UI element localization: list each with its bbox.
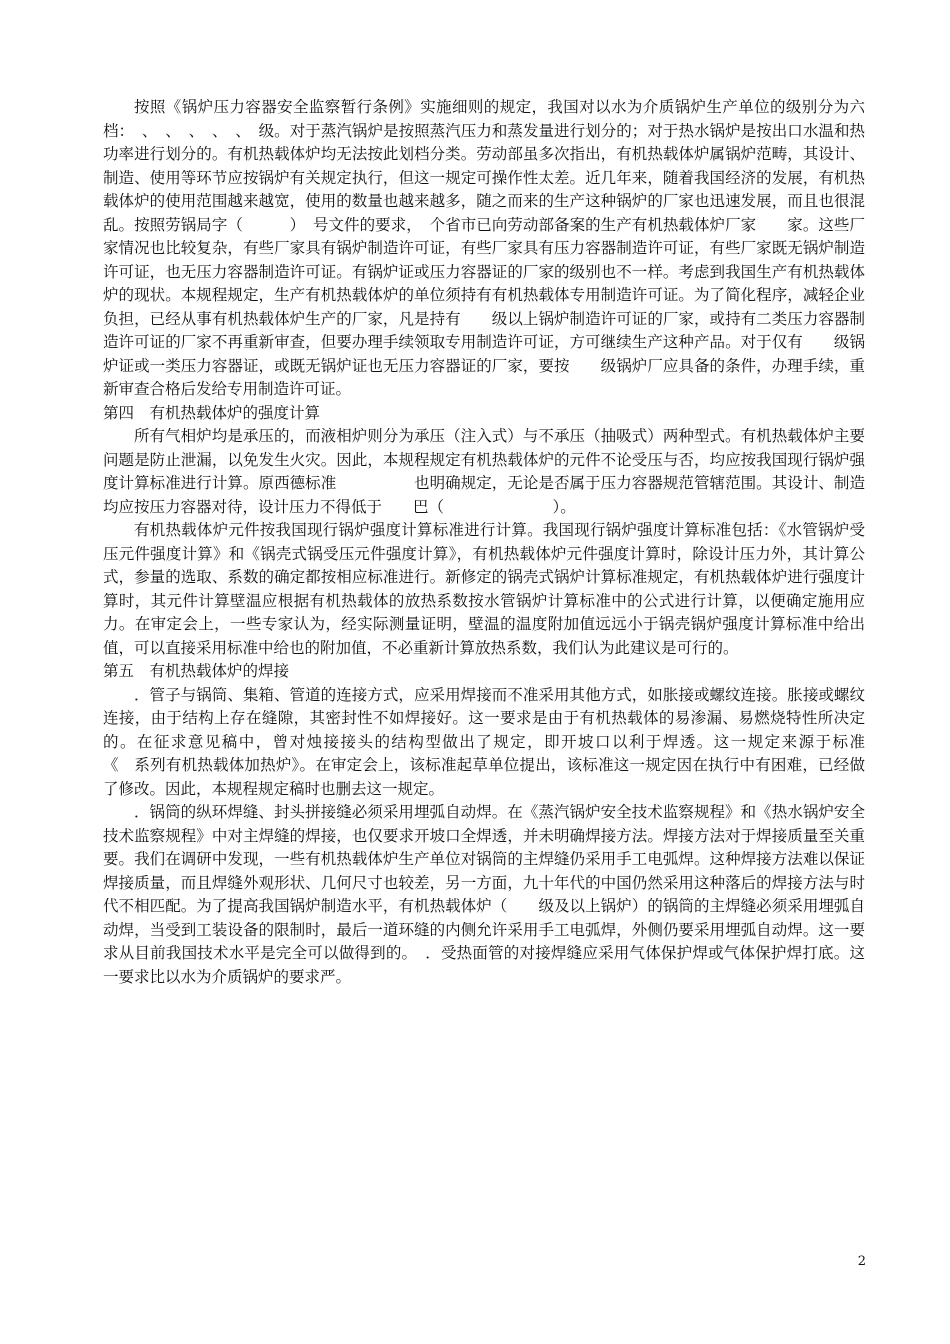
section-heading-welding: 第五 有机热载体炉的焊接 — [103, 662, 290, 680]
paragraph-manufacturer-grading: 按照《锅炉压力容器安全监察暂行条例》实施细则的规定，我国对以水为介质锅炉生产单位的级别分为六档： 、 、 、 、 、 级。对于蒸汽锅炉是按照蒸汽压力和蒸发量进行划分的；对于热水锅炉是按出口水温和热功率进行划分的。有机热载体炉均无法按此划档分类。劳动部虽多次指出，有机热载体炉属锅炉范畴，其设计、制造、使用等环节应按锅炉有关规定执行，但这一规定可操作性太差。近几年来，随着我国经济的发展，有机热载体炉的使用范围越来越宽，使用的数量也越来越多，随之而来的生产这种锅炉的厂家也迅速发展，而且也很混乱。按照劳锅局字（ ） 号文件的要求， 个省市已向劳动部备案的生产有机热载体炉厂家 家。这些厂家情况也比较复杂，有些厂家具有锅炉制造许可证，有些厂家具有压力容器制造许可证，有些厂家既无锅炉制造许可证，也无压力容器制造许可证。有锅炉证或压力容器证的厂家的级别也不一样。考虑到我国生产有机热载体炉的现状。本规程规定，生产有机热载体炉的单位须持有有机热载体专用制造许可证。为了简化程序，减轻企业负担，已经从事有机热载体炉生产的厂家，凡是持有 级以上锅炉制造许可证的厂家，或持有二类压力容器制造许可证的厂家不再重新审查，但要办理手续领取专用制造许可证，方可继续生产这种产品。对于仅有 级锅炉证或一类压力容器证，或既无锅炉证也无压力容器证的厂家，要按 级锅炉厂应具备的条件，办理手续，重新审查合格后发给专用制造许可证。 — [103, 98, 865, 398]
paragraph-pressure-types: 所有气相炉均是承压的，而液相炉则分为承压（注入式）与不承压（抽吸式）两种型式。有机热载体炉主要问题是防止泄漏，以免发生火灾。因此，本规程规定有机热载体炉的元件不论受压与否，均应按我国现行锅炉强度计算标准进行计算。原西德标准 也明确规定，无论是否属于压力容器规范管辖范围。其设计、制造均应按压力容器对待，设计压力不得低于 巴（ ）。 — [103, 427, 865, 516]
section-heading-strength-calculation: 第四 有机热载体炉的强度计算 — [103, 403, 321, 422]
page-number: 2 — [857, 1254, 866, 1269]
document-body — [103, 96, 928, 989]
paragraph-pipe-connection: ．管子与锅筒、集箱、管道的连接方式，应采用焊接而不准采用其他方式，如胀接或螺纹连接。胀接或螺纹连接，由于结构上存在缝隙，其密封性不如焊接好。这一要求是由于有机热载体的易渗漏、易燃烧特性所决定的。在征求意见稿中，曾对烛接接头的结构型做出了规定，即开坡口以利于焊透。这一规定来源于标准 《 系列有机热载体加热炉》。在审定会上，该标准起草单位提出，该标准这一规定因在执行中有困难，已经做了修改。因此，本规程规定稿时也删去这一规定。 — [103, 685, 928, 798]
paragraph-strength-standards: 有机热载体炉元件按我国现行锅炉强度计算标准进行计算。我国现行锅炉强度计算标准包括：《水管锅炉受压元件强度计算》和《锅壳式锅受压元件强度计算》，有机热载体炉元件强度计算时，除设计压力外，其计算公式，参量的选取、系数的确定都按相应标准进行。新修定的锅壳式锅炉计算标准规定，有机热载体炉进行强度计算时，其元件计算壁温应根据有机热载体的放热系数按水管锅炉计算标准中的公式进行计算，以便确定施用应力。在审定会上，一些专家认为，经实际测量证明，壁温的温度附加值远远小于锅壳锅炉强度计算标准中给出值，可以直接采用标准中给也的附加值，不必重新计算放热系数，我们认为此建议是可行的。 — [103, 521, 865, 657]
paragraph-drum-welding: ．锅筒的纵环焊缝、封头拼接缝必须采用埋弧自动焊。在《蒸汽锅炉安全技术监察规程》和《热水锅炉安全技术监察规程》中对主焊缝的焊接，也仅要求开坡口全焊透，并未明确焊接方法。焊接方法对于焊接质量至关重要。我们在调研中发现，一些有机热载体炉生产单位对锅筒的主焊缝仍采用手工电弧焊。这种焊接方法难以保证焊接质量，而且焊缝外观形状、几何尺寸也较差，另一方面，九十年代的中国仍然采用这种落后的焊接方法与时代不相匹配。为了提高我国锅炉制造水平，有机热载体炉（ 级及以上锅炉）的锅筒的主焊缝必须采用埋弧自动焊，当受到工装设备的限制时，最后一道环缝的内侧允许采用手工电弧焊，外侧仍要采用埋弧自动焊。这一要求从目前我国技术水平是完全可以做得到的。 ．受热面管的对接焊缝应采用气体保护焊或气体保护焊打底。这一要求比以水为介质锅炉的要求严。 — [103, 803, 865, 986]
